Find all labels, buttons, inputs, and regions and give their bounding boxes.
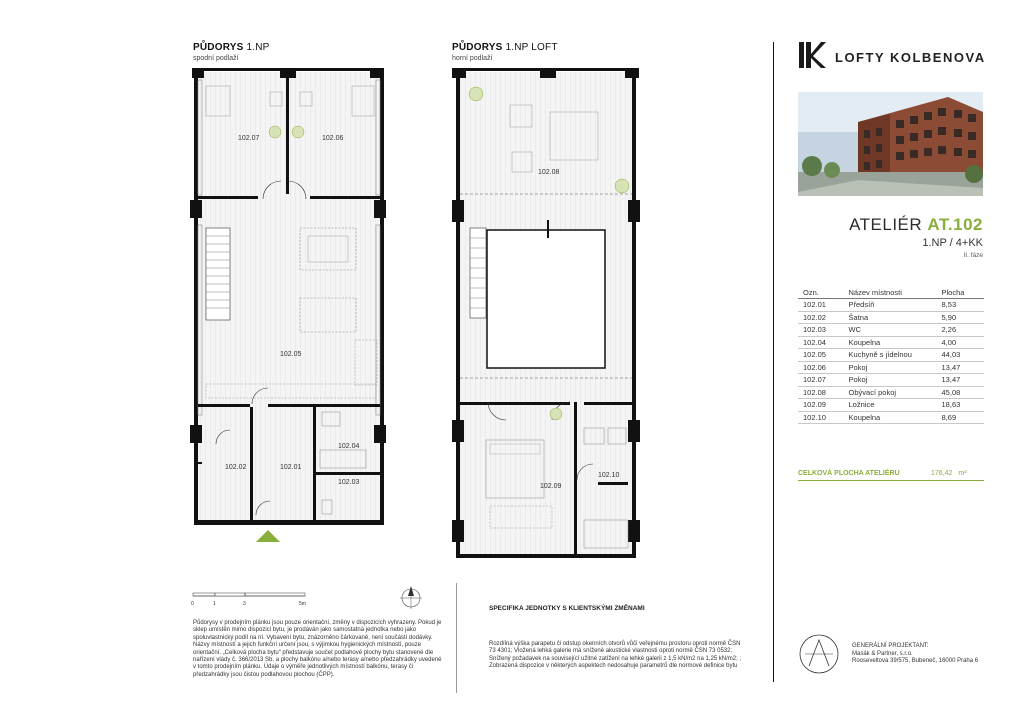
table-header-name: Název místnosti	[847, 286, 940, 299]
table-row	[798, 411, 984, 424]
cell-area: 13,47	[940, 374, 984, 387]
table-row	[798, 299, 984, 312]
cell-name: Pokoj	[847, 374, 940, 387]
cell-code: 102.03	[798, 324, 847, 337]
cell-code: 102.09	[798, 399, 847, 412]
cell-code: 102.05	[798, 349, 847, 362]
left-plan-subtitle: spodní podlaží	[193, 55, 239, 62]
general-designer	[852, 643, 982, 666]
table-row	[798, 311, 984, 324]
room-label-102-06: 102.06	[322, 135, 344, 142]
open-void	[487, 230, 605, 368]
spec-title: SPECIFIKA JEDNOTKY S KLIENTSKÝMI ZMĚNAMI	[489, 605, 645, 612]
scale-tick-3: 3	[243, 601, 246, 607]
cell-name: Pokoj	[847, 361, 940, 374]
room-table	[798, 286, 984, 424]
cell-area: 18,63	[940, 399, 984, 412]
room-table-header	[798, 286, 984, 299]
room-label-102-08: 102.08	[538, 169, 560, 176]
table-header-area: Plocha	[940, 286, 984, 299]
table-header-code: Ozn.	[798, 286, 847, 299]
architect-logo-icon	[797, 632, 841, 676]
north-arrow-icon	[400, 586, 422, 609]
right-plan-title-bold: PŮDORYS	[452, 42, 503, 53]
cell-name: Ložnice	[847, 399, 940, 412]
cell-name: Kuchyně s jídelnou	[847, 349, 940, 362]
right-plan-subtitle: horní podlaží	[452, 55, 493, 62]
cell-name: Obývací pokoj	[847, 386, 940, 399]
total-area-unit: m²	[958, 470, 967, 477]
cell-area: 13,47	[940, 361, 984, 374]
cell-code: 102.04	[798, 336, 847, 349]
left-plan-title-rest: 1.NP	[246, 42, 270, 53]
cell-area: 4,00	[940, 336, 984, 349]
unit-title	[800, 215, 983, 235]
cell-area: 2,26	[940, 324, 984, 337]
cell-name: WC	[847, 324, 940, 337]
designer-label: GENERÁLNÍ PROJEKTANT:	[852, 643, 929, 649]
cell-name: Koupelna	[847, 336, 940, 349]
cell-code: 102.07	[798, 374, 847, 387]
table-row	[798, 324, 984, 337]
unit-phase: II. fáze	[963, 252, 983, 259]
cell-area: 8,69	[940, 411, 984, 424]
cell-code: 102.08	[798, 386, 847, 399]
brand-name: LOFTY KOLBENOVA	[835, 50, 986, 65]
room-label-102-09: 102.09	[540, 483, 562, 490]
total-area	[931, 470, 967, 477]
lk-logo-icon	[797, 40, 827, 70]
cell-name: Předsíň	[847, 299, 940, 312]
right-plan-title-rest: 1.NP LOFT	[505, 42, 558, 53]
room-label-102-03: 102.03	[338, 479, 360, 486]
designer-company: Masák & Partner, s.r.o.	[852, 650, 913, 657]
total-area-label: CELKOVÁ PLOCHA ATELIÉRU	[798, 470, 900, 477]
unit-title-accent: AT.102	[927, 215, 983, 234]
room-label-102-02: 102.02	[225, 464, 247, 471]
cell-name: Koupelna	[847, 411, 940, 424]
cell-code: 102.06	[798, 361, 847, 374]
room-label-102-07: 102.07	[238, 135, 260, 142]
building-photo	[798, 92, 983, 196]
scale-tick-0: 0	[191, 601, 194, 607]
cell-code: 102.10	[798, 411, 847, 424]
cell-area: 44,03	[940, 349, 984, 362]
cell-name: Šatna	[847, 311, 940, 324]
designer-address: Rooseveltova 39/575, Bubeneč, 16000 Praha 6	[852, 658, 979, 664]
room-label-102-10: 102.10	[598, 472, 620, 479]
scale-tick-1: 1	[213, 601, 216, 607]
table-row	[798, 386, 984, 399]
room-label-102-04: 102.04	[338, 443, 360, 450]
scale-tick-5: 5m	[299, 601, 306, 607]
scale-bar	[191, 593, 306, 607]
left-plan-title-bold: PŮDORYS	[193, 42, 244, 53]
room-label-102-05: 102.05	[280, 351, 302, 358]
table-row	[798, 399, 984, 412]
cell-area: 8,53	[940, 299, 984, 312]
spec-text: Rozdílná výška parapetu či odstup okenních otvorů vůči veřejnému prostoru oproti normě ČSN 73 4301; Vložená lehká galerie má snížené akustické vlastnosti oproti normě ČSN 73 0532; Snížený požadavek na související užitné zatížení na lehké galerii z 1,5 kN/m2 na 1,25 kN/m2; ; Zobrazená dispozice v některých aspektech nedosahuje parametrů dle normové definice bytu	[489, 641, 742, 670]
cell-area: 5,90	[940, 311, 984, 324]
unit-title-prefix: ATELIÉR	[849, 215, 923, 234]
table-row	[798, 374, 984, 387]
entrance-arrow-icon	[256, 530, 280, 542]
table-row	[798, 336, 984, 349]
disclaimer-note: Půdorysy v prodejním plánku jsou pouze orientační, změny v dispozicích vyhrazeny. Pokud je sklep umístěn mimo dispozici bytu, je prodáván jako samostatná jednotka nebo jako spoluvlastnický podíl na ní. Vybavení bytu, znázorněno čárkovaně, není součástí dodávky. Názvy místností a jejich funkční určení jsou, s výjimkou hygienických místností, pouze orientační. „Celková plocha bytu“ představuje součet podlahové plochy bytu stanovené dle nařízení vlády č. 366/2013 Sb. a plochy balkónu a/nebo terasy a/nebo předzahrádky uvedené v tomto prodejním plánku. Údaje o výměře jednotlivých místností balkónu, terasy či předzahrádky jsou čistou podlahovou plochou (ČPP).	[193, 620, 442, 678]
room-label-102-01: 102.01	[280, 464, 302, 471]
unit-subtitle: 1.NP / 4+KK	[922, 237, 983, 249]
table-row	[798, 349, 984, 362]
brand-logo	[797, 40, 987, 70]
table-row	[798, 361, 984, 374]
cell-area: 45,08	[940, 386, 984, 399]
cell-code: 102.01	[798, 299, 847, 312]
total-underline	[798, 480, 984, 481]
notes-divider	[456, 583, 457, 693]
right-panel-divider	[773, 42, 774, 682]
total-area-value: 176,42	[931, 470, 953, 477]
cell-code: 102.02	[798, 311, 847, 324]
